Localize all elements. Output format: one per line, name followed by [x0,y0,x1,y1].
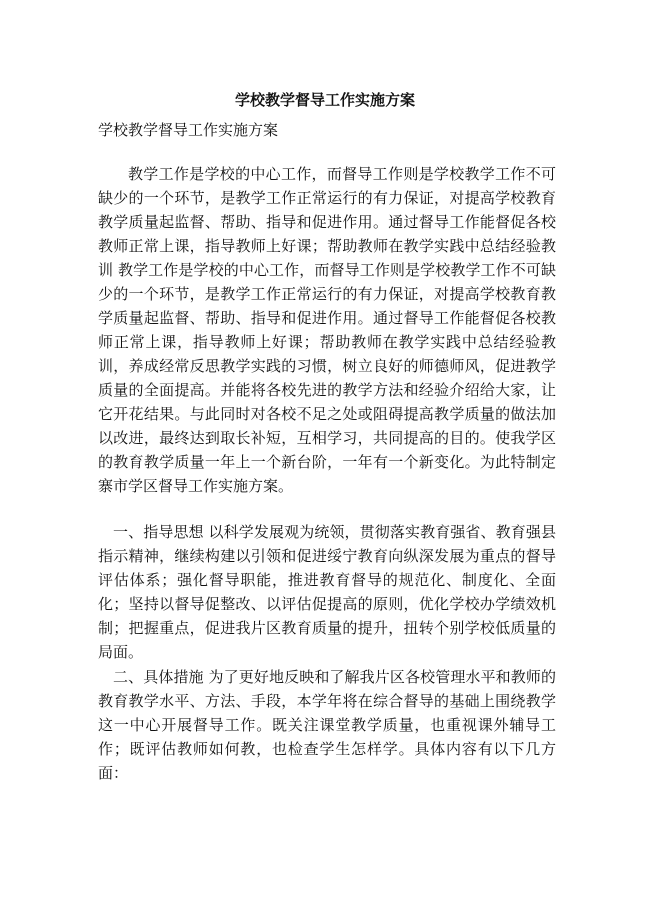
section-specific-measures: 二、具体措施 为了更好地反映和了解我片区各校管理水平和教师的教育教学水平、方法、手段，本学年将在综合督导的基础上围绕教学这一中心开展督导工作。既关注课堂教学质量，也重视课外辅导工作；既评估教师如何教，也检查学生怎样学。具体内容有以下几方面： [98,668,556,782]
intro-paragraph: 教学工作是学校的中心工作，而督导工作则是学校教学工作不可缺少的一个环节，是教学工作正常运行的有力保证，对提高学校教育教学质量起监督、帮助、指导和促进作用。通过督导工作能督促各校教师正常上课，指导教师上好课；帮助教师在教学实践中总结经验教训 教学工作是学校的中心工作，而督导工作则是学校教学工作不可缺少的一个环节，是教学工作正常运行的有力保证，对提高学校教育教学质量起监督、帮助、指导和促进作用。通过督导工作能督促各校教师正常上课，指导教师上好课；帮助教师在教学实践中总结经验教训，养成经常反思教学实践的习惯，树立良好的师德师风，促进教学质量的全面提高。并能将各校先进的教学方法和经验介绍给大家，让它开花结果。与此同时对各校不足之处或阻碍提高教学质量的做法加以改进，最终达到取长补短，互相学习，共同提高的目的。使我学区的教育教学质量一年上一个新台阶，一年有一个新变化。为此特制定寨市学区督导工作实施方案。 [98,165,556,495]
document-title: 学校教学督导工作实施方案 [234,91,415,109]
section-guiding-ideology: 一、指导思想 以科学发展观为统领，贯彻落实教育强省、教育强县指示精神，继续构建以引领和促进绥宁教育向纵深发展为重点的督导评估体系；强化督导职能，推进教育督导的规范化、制度化、全面化；坚持以督导促整改、以评估促提高的原则，优化学校办学绩效机制；把握重点，促进我片区教育质量的提升，扭转个别学校低质量的局面。 [98,523,556,661]
document-subtitle: 学校教学督导工作实施方案 [98,121,279,139]
